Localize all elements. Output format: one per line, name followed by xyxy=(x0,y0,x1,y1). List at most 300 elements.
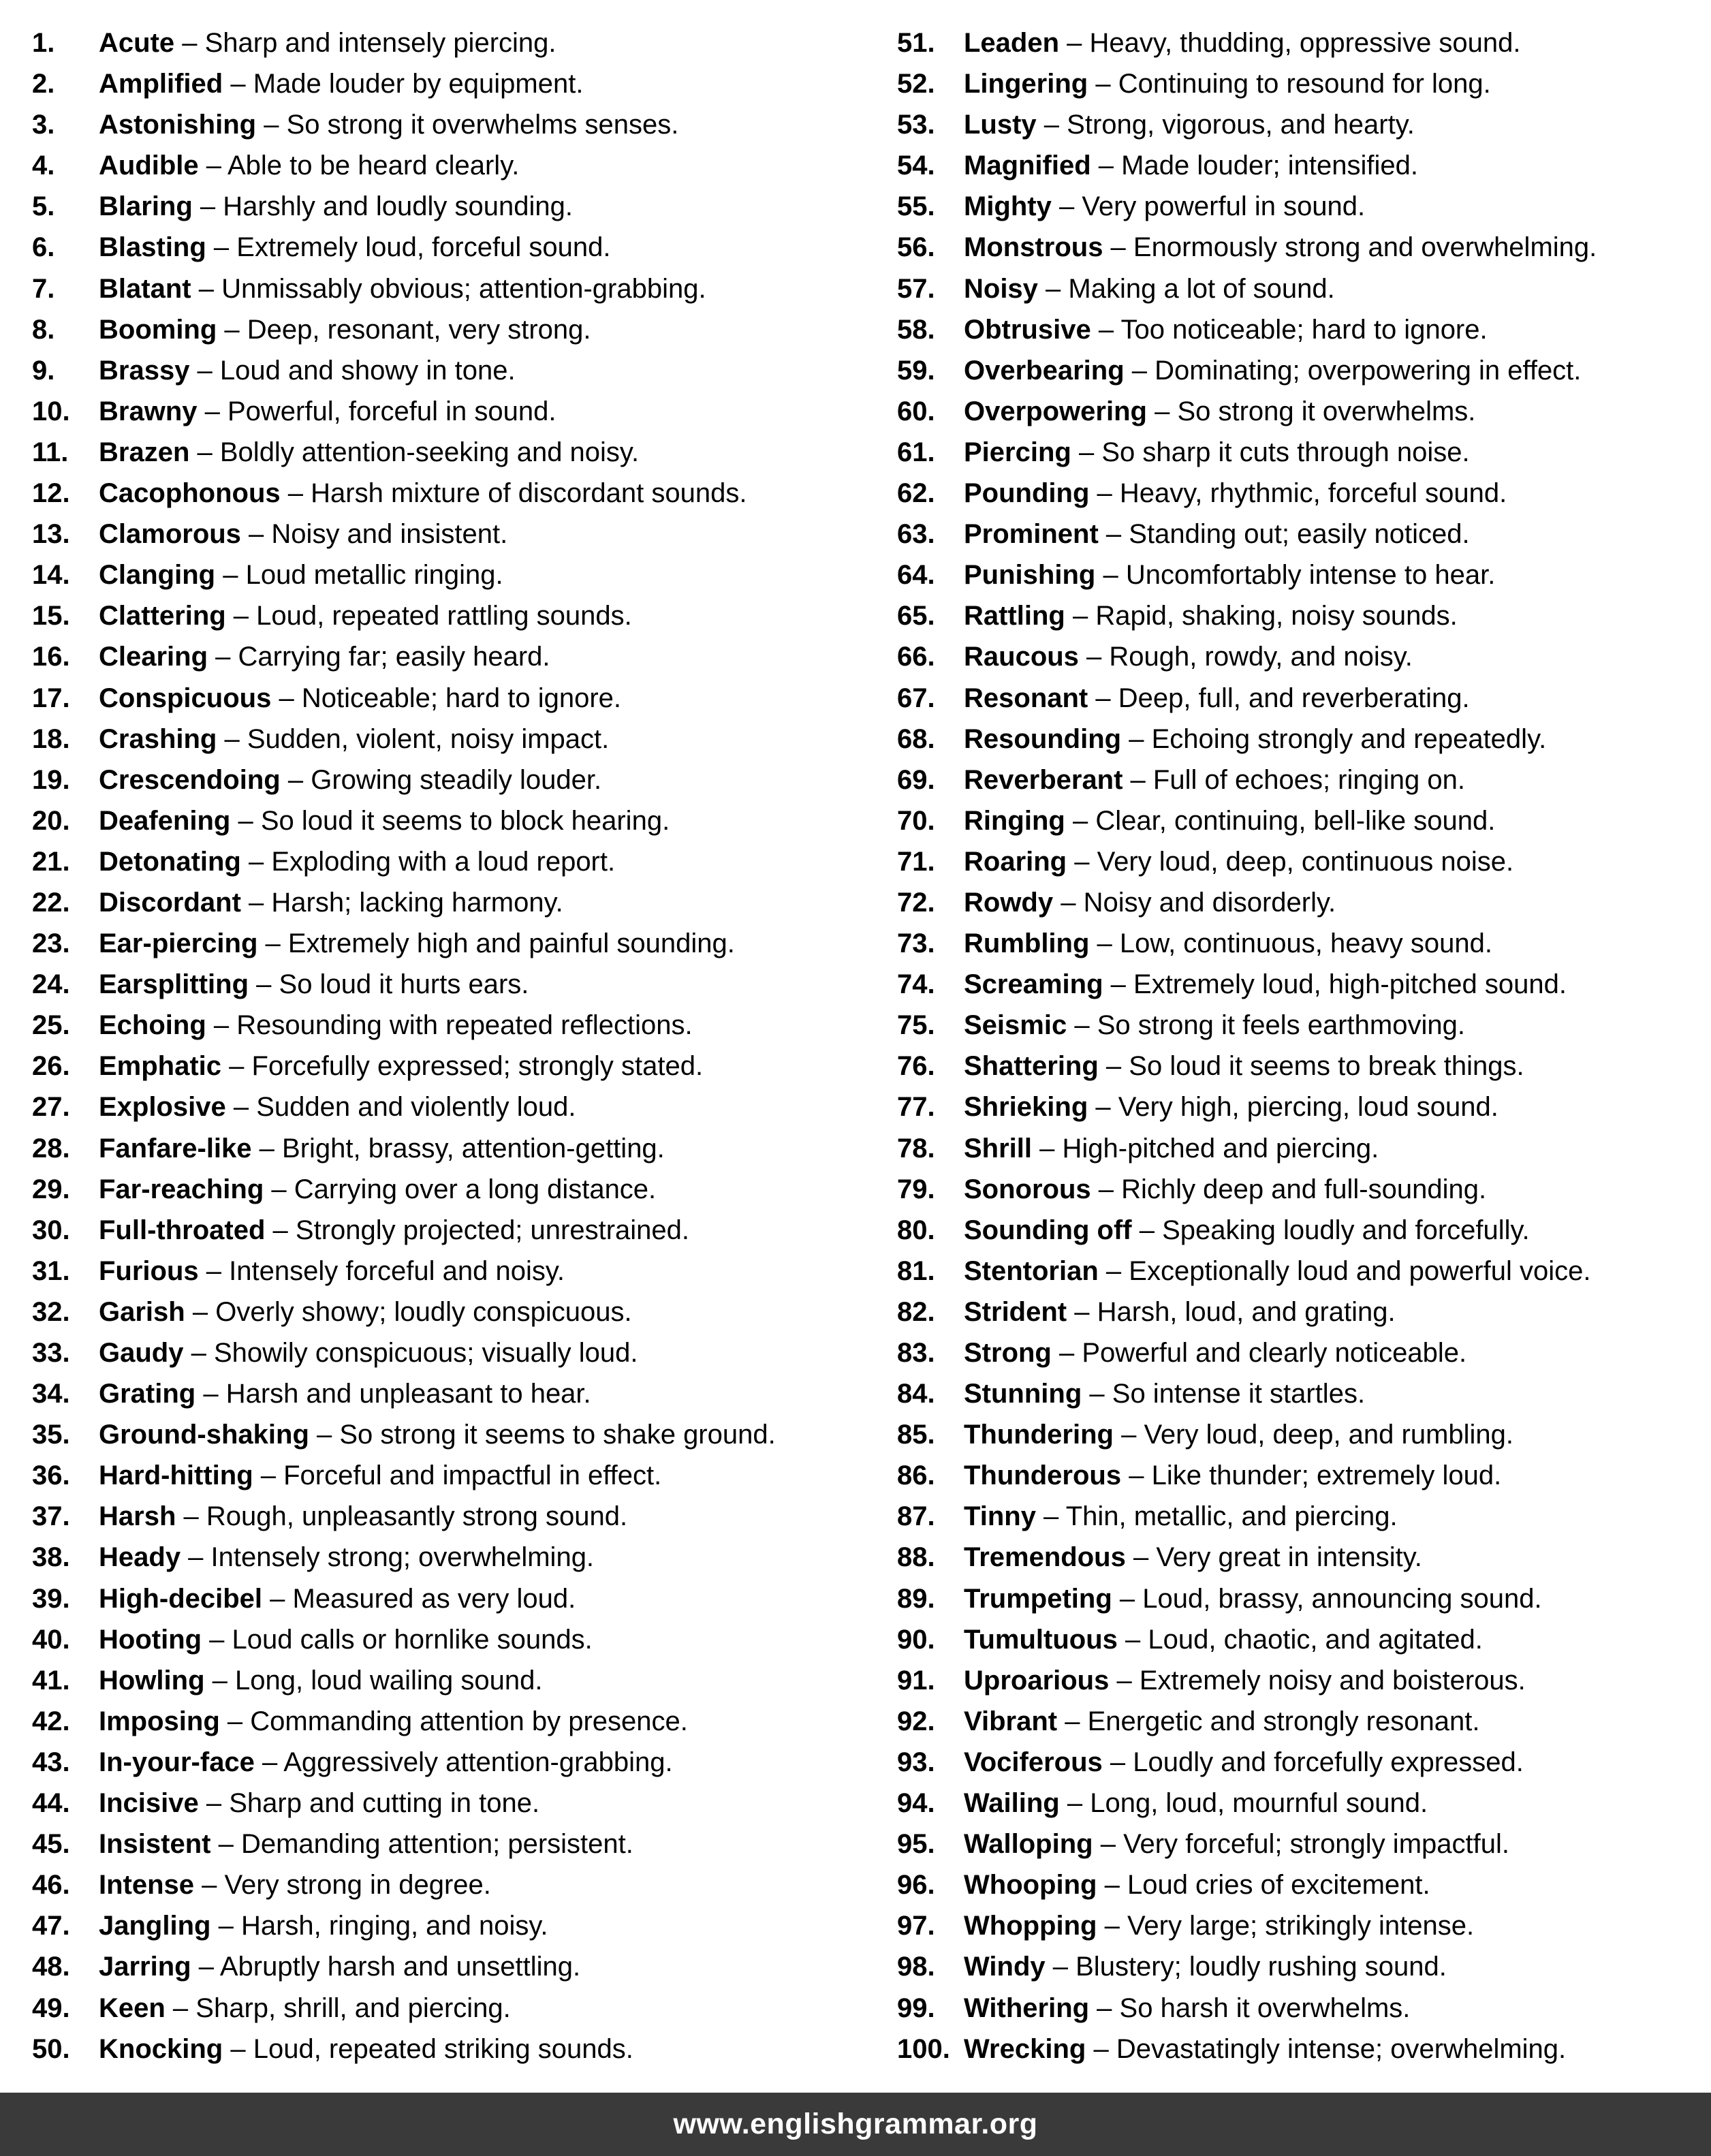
item-definition: Rough, unpleasantly strong sound. xyxy=(206,1501,628,1532)
item-definition: Showily conspicuous; visually loud. xyxy=(213,1338,638,1368)
item-definition: Very strong in degree. xyxy=(224,1870,491,1901)
item-definition: Full of echoes; ringing on. xyxy=(1152,764,1465,795)
item-definition: Heavy, rhythmic, forceful sound. xyxy=(1119,478,1507,509)
item-term: Monstrous xyxy=(964,232,1103,263)
item-text: Wailing – Long, loud, mournful sound. xyxy=(964,1788,1428,1819)
item-term: Keen xyxy=(99,1993,166,2023)
item-number: 96. xyxy=(897,1870,935,1901)
list-item xyxy=(897,1537,1704,1578)
item-term: Stunning xyxy=(964,1379,1082,1409)
item-term: Insistent xyxy=(99,1829,211,1860)
list-item xyxy=(32,186,853,227)
item-number: 36. xyxy=(32,1460,70,1491)
item-term: Astonishing xyxy=(99,110,257,140)
item-number: 63. xyxy=(897,519,935,550)
item-number: 14. xyxy=(32,560,70,591)
item-text: Astonishing – So strong it overwhelms senses. xyxy=(99,110,679,140)
item-text: Cacophonous – Harsh mixture of discordant sounds. xyxy=(99,478,747,509)
list-item xyxy=(897,882,1704,923)
item-definition: Intensely strong; overwhelming. xyxy=(210,1542,595,1573)
list-item xyxy=(897,1946,1704,1987)
list-item xyxy=(897,1046,1704,1087)
item-text: Knocking – Loud, repeated striking sounds. xyxy=(99,2033,633,2064)
item-number: 58. xyxy=(897,314,935,345)
item-term: Shattering xyxy=(964,1051,1099,1082)
list-item xyxy=(897,1455,1704,1496)
item-term: Ground-shaking xyxy=(99,1420,309,1450)
item-term: Overbearing xyxy=(964,355,1125,386)
item-text: Discordant – Harsh; lacking harmony. xyxy=(99,887,563,918)
item-number: 97. xyxy=(897,1911,935,1941)
list-item xyxy=(32,1251,853,1292)
item-term: Brawny xyxy=(99,396,198,426)
item-text: Furious – Intensely forceful and noisy. xyxy=(99,1255,565,1286)
item-text: Obtrusive – Too noticeable; hard to ignore. xyxy=(964,314,1488,345)
item-definition: Forceful and impactful in effect. xyxy=(283,1460,662,1491)
item-number: 79. xyxy=(897,1174,935,1204)
item-term: Fanfare-like xyxy=(99,1133,252,1163)
list-item xyxy=(897,104,1704,145)
item-number: 4. xyxy=(32,151,55,181)
item-term: Thunderous xyxy=(964,1460,1122,1491)
item-number: 10. xyxy=(32,396,70,426)
item-definition: Sudden, violent, noisy impact. xyxy=(247,723,610,754)
list-item xyxy=(897,432,1704,473)
item-definition: Intensely forceful and noisy. xyxy=(229,1255,565,1286)
item-term: Lingering xyxy=(964,69,1088,99)
item-definition: Extremely loud, high-pitched sound. xyxy=(1133,969,1567,1000)
item-text: Piercing – So sharp it cuts through noise. xyxy=(964,437,1470,467)
item-definition: So strong it overwhelms senses. xyxy=(286,110,679,140)
list-item xyxy=(32,1742,853,1783)
item-definition: Very high, piercing, loud sound. xyxy=(1118,1092,1498,1123)
list-item xyxy=(897,923,1704,964)
item-text: Mighty – Very powerful in sound. xyxy=(964,191,1366,222)
item-text: Rowdy – Noisy and disorderly. xyxy=(964,887,1336,918)
list-item xyxy=(32,636,853,677)
footer-bar xyxy=(0,2093,1711,2156)
item-term: Grating xyxy=(99,1379,196,1409)
list-column-right xyxy=(897,22,1704,2069)
item-number: 38. xyxy=(32,1542,70,1573)
item-term: Explosive xyxy=(99,1092,226,1123)
item-number: 33. xyxy=(32,1338,70,1368)
item-number: 81. xyxy=(897,1255,935,1286)
item-text: Sonorous – Richly deep and full-sounding. xyxy=(964,1174,1487,1204)
item-term: Stentorian xyxy=(964,1255,1099,1286)
list-item xyxy=(32,63,853,104)
item-text: Wrecking – Devastatingly intense; overwhelming. xyxy=(964,2033,1567,2064)
item-text: Sounding off – Speaking loudly and forcefully. xyxy=(964,1215,1530,1245)
item-number: 15. xyxy=(32,601,70,631)
item-definition: So intense it startles. xyxy=(1112,1379,1366,1409)
item-number: 30. xyxy=(32,1215,70,1245)
item-definition: Bright, brassy, attention-getting. xyxy=(282,1133,665,1163)
item-number: 39. xyxy=(32,1583,70,1614)
item-text: Explosive – Sudden and violently loud. xyxy=(99,1092,576,1123)
item-text: Leaden – Heavy, thudding, oppressive sound. xyxy=(964,28,1521,58)
list-item xyxy=(897,1169,1704,1210)
item-text: Windy – Blustery; loudly rushing sound. xyxy=(964,1952,1447,1982)
item-text: High-decibel – Measured as very loud. xyxy=(99,1583,576,1614)
item-definition: Blustery; loudly rushing sound. xyxy=(1076,1952,1447,1982)
item-text: Resonant – Deep, full, and reverberating. xyxy=(964,683,1470,713)
item-term: Withering xyxy=(964,1993,1090,2023)
list-item xyxy=(897,554,1704,595)
item-number: 1. xyxy=(32,28,55,58)
item-text: Thundering – Very loud, deep, and rumbling. xyxy=(964,1420,1514,1450)
item-term: Punishing xyxy=(964,560,1096,591)
list-item xyxy=(32,1414,853,1455)
list-item xyxy=(897,1988,1704,2029)
item-text: Roaring – Very loud, deep, continuous noise. xyxy=(964,846,1514,877)
list-item xyxy=(897,1292,1704,1332)
item-term: Sonorous xyxy=(964,1174,1091,1204)
list-item xyxy=(32,1619,853,1660)
list-item xyxy=(32,268,853,309)
item-text: Garish – Overly showy; loudly conspicuous. xyxy=(99,1296,632,1327)
item-term: Pounding xyxy=(964,478,1090,509)
item-term: In-your-face xyxy=(99,1747,255,1777)
item-text: Jangling – Harsh, ringing, and noisy. xyxy=(99,1911,548,1941)
item-term: Uproarious xyxy=(964,1665,1110,1696)
item-term: Emphatic xyxy=(99,1051,222,1082)
item-definition: Demanding attention; persistent. xyxy=(240,1829,633,1860)
item-term: Strident xyxy=(964,1296,1067,1327)
item-number: 2. xyxy=(32,69,55,99)
item-term: Crashing xyxy=(99,723,217,754)
item-term: Resounding xyxy=(964,723,1122,754)
item-text: Howling – Long, loud wailing sound. xyxy=(99,1665,543,1696)
item-number: 34. xyxy=(32,1379,70,1409)
item-text: Seismic – So strong it feels earthmoving. xyxy=(964,1010,1465,1041)
item-definition: So loud it seems to break things. xyxy=(1129,1051,1524,1082)
list-item xyxy=(32,882,853,923)
item-number: 55. xyxy=(897,191,935,222)
item-number: 89. xyxy=(897,1583,935,1614)
item-term: Audible xyxy=(99,151,199,181)
item-definition: Uncomfortably intense to hear. xyxy=(1125,560,1496,591)
item-number: 35. xyxy=(32,1420,70,1450)
item-text: Overpowering – So strong it overwhelms. xyxy=(964,396,1476,426)
list-item xyxy=(32,595,853,636)
item-term: Prominent xyxy=(964,519,1099,550)
item-definition: So loud it seems to block hearing. xyxy=(260,805,670,836)
item-term: Mighty xyxy=(964,191,1052,222)
item-term: Walloping xyxy=(964,1829,1093,1860)
item-text: Blasting – Extremely loud, forceful sound. xyxy=(99,232,611,263)
item-term: Brassy xyxy=(99,355,190,386)
list-item xyxy=(32,923,853,964)
item-text: Rattling – Rapid, shaking, noisy sounds. xyxy=(964,601,1458,631)
item-number: 57. xyxy=(897,273,935,304)
list-item xyxy=(897,514,1704,554)
item-text: Heady – Intensely strong; overwhelming. xyxy=(99,1542,595,1573)
item-number: 52. xyxy=(897,69,935,99)
item-definition: Clear, continuing, bell-like sound. xyxy=(1095,805,1496,836)
list-item xyxy=(897,2029,1704,2069)
item-text: Reverberant – Full of echoes; ringing on. xyxy=(964,764,1465,795)
item-definition: Noisy and insistent. xyxy=(271,519,508,550)
item-text: Tumultuous – Loud, chaotic, and agitated. xyxy=(964,1624,1483,1655)
item-definition: Very loud, deep, continuous noise. xyxy=(1097,846,1514,877)
item-text: Raucous – Rough, rowdy, and noisy. xyxy=(964,642,1413,672)
list-item xyxy=(897,1210,1704,1251)
item-number: 49. xyxy=(32,1993,70,2023)
item-term: Vociferous xyxy=(964,1747,1103,1777)
item-term: Wailing xyxy=(964,1788,1060,1819)
item-definition: Very large; strikingly intense. xyxy=(1127,1911,1475,1941)
item-text: Clearing – Carrying far; easily heard. xyxy=(99,642,550,672)
item-definition: Made louder by equipment. xyxy=(253,69,584,99)
item-term: Intense xyxy=(99,1870,195,1901)
item-number: 40. xyxy=(32,1624,70,1655)
item-definition: Heavy, thudding, oppressive sound. xyxy=(1089,28,1521,58)
list-item xyxy=(897,227,1704,268)
item-text: Echoing – Resounding with repeated reflections. xyxy=(99,1010,693,1041)
item-term: Cacophonous xyxy=(99,478,281,509)
list-item xyxy=(32,1660,853,1701)
list-item xyxy=(32,1578,853,1619)
list-item xyxy=(897,760,1704,800)
item-text: Insistent – Demanding attention; persistent. xyxy=(99,1829,633,1860)
item-number: 99. xyxy=(897,1993,935,2023)
item-text: Shrieking – Very high, piercing, loud sound. xyxy=(964,1092,1498,1123)
list-item xyxy=(32,554,853,595)
item-number: 11. xyxy=(32,437,69,467)
item-term: Piercing xyxy=(964,437,1071,467)
item-definition: Rough, rowdy, and noisy. xyxy=(1109,642,1413,672)
list-item xyxy=(32,391,853,432)
item-text: Full-throated – Strongly projected; unrestrained. xyxy=(99,1215,690,1245)
item-term: Obtrusive xyxy=(964,314,1091,345)
list-item xyxy=(897,186,1704,227)
item-definition: Loud cries of excitement. xyxy=(1127,1870,1430,1901)
list-item xyxy=(32,1946,853,1987)
item-number: 24. xyxy=(32,969,70,1000)
item-term: Ear-piercing xyxy=(99,928,258,959)
item-text: Harsh – Rough, unpleasantly strong sound. xyxy=(99,1501,628,1532)
item-number: 26. xyxy=(32,1051,70,1082)
item-text: Grating – Harsh and unpleasant to hear. xyxy=(99,1379,591,1409)
item-definition: Standing out; easily noticed. xyxy=(1129,519,1470,550)
item-text: Jarring – Abruptly harsh and unsettling. xyxy=(99,1952,581,1982)
item-text: Incisive – Sharp and cutting in tone. xyxy=(99,1788,540,1819)
item-text: Whooping – Loud cries of excitement. xyxy=(964,1870,1430,1901)
item-number: 62. xyxy=(897,478,935,509)
item-text: Tremendous – Very great in intensity. xyxy=(964,1542,1422,1573)
item-number: 78. xyxy=(897,1133,935,1163)
list-item xyxy=(897,841,1704,882)
item-text: Punishing – Uncomfortably intense to hear. xyxy=(964,560,1496,591)
item-definition: Very loud, deep, and rumbling. xyxy=(1144,1420,1514,1450)
list-item xyxy=(32,1496,853,1537)
item-text: Stentorian – Exceptionally loud and powerful voice. xyxy=(964,1255,1591,1286)
item-text: Keen – Sharp, shrill, and piercing. xyxy=(99,1993,511,2023)
item-text: Overbearing – Dominating; overpowering in effect. xyxy=(964,355,1582,386)
item-text: Brazen – Boldly attention-seeking and noisy. xyxy=(99,437,640,467)
item-definition: So strong it overwhelms. xyxy=(1177,396,1476,426)
item-text: Monstrous – Enormously strong and overwhelming. xyxy=(964,232,1597,263)
item-term: Echoing xyxy=(99,1010,206,1041)
item-text: Emphatic – Forcefully expressed; strongly stated. xyxy=(99,1051,704,1082)
item-text: Shrill – High-pitched and piercing. xyxy=(964,1133,1379,1163)
item-number: 27. xyxy=(32,1092,70,1123)
item-term: Incisive xyxy=(99,1788,199,1819)
item-number: 42. xyxy=(32,1706,70,1736)
item-number: 5. xyxy=(32,191,55,222)
item-number: 98. xyxy=(897,1952,935,1982)
list-item xyxy=(897,800,1704,841)
list-item xyxy=(897,964,1704,1005)
item-term: Acute xyxy=(99,28,175,58)
item-term: Imposing xyxy=(99,1706,220,1736)
list-item xyxy=(897,145,1704,186)
item-term: Lusty xyxy=(964,110,1037,140)
item-definition: Growing steadily louder. xyxy=(311,764,602,795)
list-item xyxy=(32,473,853,514)
list-item xyxy=(897,1783,1704,1824)
item-number: 76. xyxy=(897,1051,935,1082)
item-term: Clanging xyxy=(99,560,216,591)
item-number: 93. xyxy=(897,1747,935,1777)
item-term: Hooting xyxy=(99,1624,202,1655)
item-definition: Made louder; intensified. xyxy=(1121,151,1418,181)
item-definition: So strong it seems to shake ground. xyxy=(339,1420,776,1450)
item-term: Ringing xyxy=(964,805,1065,836)
item-definition: Exceptionally loud and powerful voice. xyxy=(1129,1255,1591,1286)
item-number: 31. xyxy=(32,1255,70,1286)
item-definition: Loud calls or hornlike sounds. xyxy=(232,1624,593,1655)
list-item xyxy=(897,1414,1704,1455)
list-item xyxy=(32,1824,853,1864)
item-number: 72. xyxy=(897,887,935,918)
item-definition: Resounding with repeated reflections. xyxy=(236,1010,693,1041)
item-definition: Making a lot of sound. xyxy=(1068,273,1335,304)
item-number: 83. xyxy=(897,1338,935,1368)
item-text: Crashing – Sudden, violent, noisy impact. xyxy=(99,723,610,754)
item-text: Crescendoing – Growing steadily louder. xyxy=(99,764,602,795)
item-definition: Abruptly harsh and unsettling. xyxy=(219,1952,581,1982)
item-term: Detonating xyxy=(99,846,241,877)
list-item xyxy=(32,1210,853,1251)
item-definition: Harsh, loud, and grating. xyxy=(1097,1296,1396,1327)
item-definition: So strong it feels earthmoving. xyxy=(1097,1010,1465,1041)
list-item xyxy=(897,473,1704,514)
item-term: Rattling xyxy=(964,601,1065,631)
item-number: 88. xyxy=(897,1542,935,1573)
item-text: Clattering – Loud, repeated rattling sounds. xyxy=(99,601,632,631)
list-item xyxy=(897,719,1704,760)
list-item xyxy=(32,1128,853,1169)
item-number: 47. xyxy=(32,1911,70,1941)
item-text: Detonating – Exploding with a loud report. xyxy=(99,846,616,877)
item-definition: Harsh, ringing, and noisy. xyxy=(240,1911,548,1941)
item-term: Whopping xyxy=(964,1911,1097,1941)
list-item xyxy=(32,1905,853,1946)
item-term: Wrecking xyxy=(964,2033,1086,2064)
item-text: Clanging – Loud metallic ringing. xyxy=(99,560,503,591)
item-text: Strident – Harsh, loud, and grating. xyxy=(964,1296,1396,1327)
item-number: 68. xyxy=(897,723,935,754)
item-term: Rowdy xyxy=(964,887,1054,918)
item-term: Brazen xyxy=(99,437,190,467)
list-item xyxy=(897,1701,1704,1742)
item-number: 17. xyxy=(32,683,70,713)
item-number: 50. xyxy=(32,2033,70,2064)
item-text: Rumbling – Low, continuous, heavy sound. xyxy=(964,928,1492,959)
item-definition: Measured as very loud. xyxy=(292,1583,576,1614)
item-definition: Loud, repeated striking sounds. xyxy=(253,2033,633,2064)
website-url: www.englishgrammar.org xyxy=(673,2108,1038,2140)
item-term: Seismic xyxy=(964,1010,1067,1041)
item-number: 74. xyxy=(897,969,935,1000)
item-term: Clattering xyxy=(99,601,226,631)
item-term: Noisy xyxy=(964,273,1038,304)
item-text: Brassy – Loud and showy in tone. xyxy=(99,355,516,386)
item-number: 71. xyxy=(897,846,935,877)
item-definition: Deep, full, and reverberating. xyxy=(1118,683,1470,713)
item-definition: Extremely noisy and boisterous. xyxy=(1139,1665,1526,1696)
item-term: Heady xyxy=(99,1542,181,1573)
item-definition: Energetic and strongly resonant. xyxy=(1087,1706,1480,1736)
item-definition: Sharp and cutting in tone. xyxy=(229,1788,540,1819)
item-definition: Sharp and intensely piercing. xyxy=(204,28,556,58)
list-column-left xyxy=(32,22,853,2069)
item-definition: Deep, resonant, very strong. xyxy=(247,314,591,345)
item-definition: So sharp it cuts through noise. xyxy=(1101,437,1470,467)
item-text: Brawny – Powerful, forceful in sound. xyxy=(99,396,556,426)
list-item xyxy=(32,104,853,145)
item-number: 75. xyxy=(897,1010,935,1041)
list-item xyxy=(32,2029,853,2069)
item-number: 23. xyxy=(32,928,70,959)
item-number: 92. xyxy=(897,1706,935,1736)
item-term: Blaring xyxy=(99,191,193,222)
item-definition: Loud, repeated rattling sounds. xyxy=(256,601,632,631)
item-definition: Very forceful; strongly impactful. xyxy=(1123,1829,1509,1860)
item-number: 32. xyxy=(32,1296,70,1327)
item-number: 66. xyxy=(897,642,935,672)
list-item xyxy=(897,1742,1704,1783)
item-definition: Echoing strongly and repeatedly. xyxy=(1151,723,1547,754)
item-term: High-decibel xyxy=(99,1583,263,1614)
item-number: 8. xyxy=(32,314,55,345)
item-number: 100. xyxy=(897,2033,950,2064)
item-term: Blasting xyxy=(99,232,206,263)
list-item xyxy=(32,1087,853,1127)
item-text: Far-reaching – Carrying over a long distance. xyxy=(99,1174,657,1204)
item-definition: Harsh and unpleasant to hear. xyxy=(225,1379,591,1409)
item-definition: Forcefully expressed; strongly stated. xyxy=(251,1051,704,1082)
item-term: Far-reaching xyxy=(99,1174,264,1204)
item-term: Resonant xyxy=(964,683,1088,713)
item-term: Leaden xyxy=(964,28,1060,58)
item-text: Blaring – Harshly and loudly sounding. xyxy=(99,191,573,222)
item-term: Hard-hitting xyxy=(99,1460,253,1491)
item-number: 41. xyxy=(32,1665,70,1696)
item-term: Whooping xyxy=(964,1870,1097,1901)
item-definition: Strong, vigorous, and hearty. xyxy=(1067,110,1415,140)
item-number: 59. xyxy=(897,355,935,386)
list-item xyxy=(32,678,853,719)
item-text: Thunderous – Like thunder; extremely loud. xyxy=(964,1460,1502,1491)
item-definition: So harsh it overwhelms. xyxy=(1119,1993,1411,2023)
list-item xyxy=(897,268,1704,309)
list-item xyxy=(32,1864,853,1905)
item-definition: Carrying far; easily heard. xyxy=(238,642,550,672)
item-text: Vibrant – Energetic and strongly resonant. xyxy=(964,1706,1480,1736)
